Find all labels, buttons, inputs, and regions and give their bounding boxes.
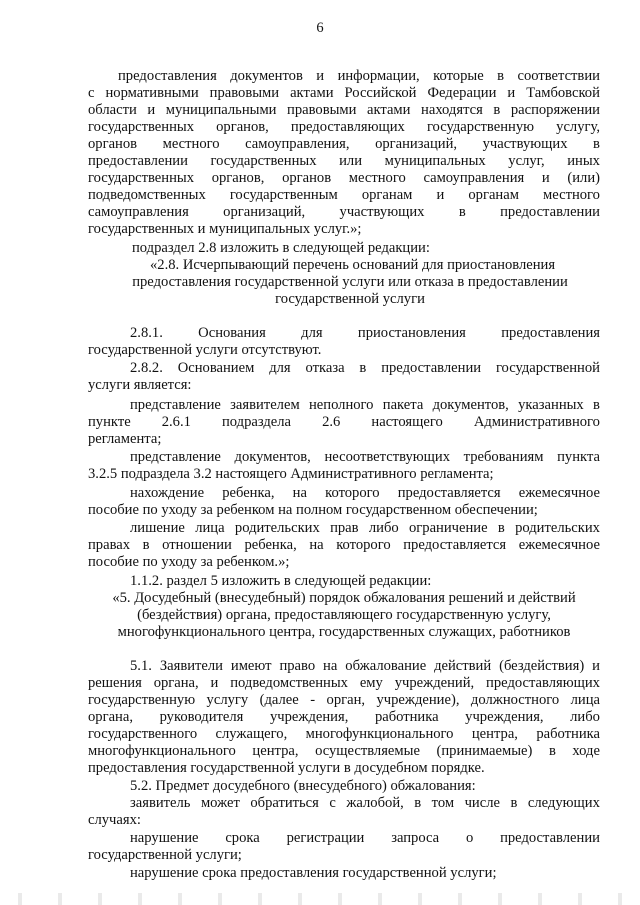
text-line: многофункционального центра, осуществляемые (принимаемые) в ходе bbox=[88, 743, 600, 759]
text-line: нахождение ребенка, на которого предоставляется ежемесячное bbox=[130, 485, 600, 501]
text-line: 2.8.1. Основания для приостановления предоставления bbox=[130, 325, 600, 341]
text-line: решения органа, и подведомственных ему учреждений, предоставляющих bbox=[88, 675, 600, 691]
text-line: государственных органов, предоставляющих государственную услугу, bbox=[88, 119, 600, 135]
text-line: государственную услугу (далее - орган, учреждение), должностного лица bbox=[88, 692, 600, 708]
text-line: государственной услуги bbox=[275, 291, 425, 307]
text-line: подведомственных государственным органам и органам местного bbox=[88, 187, 600, 203]
page-number: 6 bbox=[316, 20, 324, 36]
text-line: нарушение срока регистрации запроса о предоставлении bbox=[130, 830, 600, 846]
scan-edge-artifact bbox=[0, 893, 640, 905]
text-line: предоставления государственной услуги в досудебном порядке. bbox=[88, 760, 485, 776]
text-line: регламента; bbox=[88, 431, 162, 447]
text-line: государственных и муниципальных услуг.»; bbox=[88, 221, 362, 237]
text-line: лишение лица родительских прав либо ограничение в родительских bbox=[130, 520, 600, 536]
text-line: представление документов, несоответствующих требованиям пункта bbox=[130, 449, 600, 465]
text-line: представление заявителем неполного пакета документов, указанных в bbox=[130, 397, 600, 413]
text-line: случаях: bbox=[88, 812, 141, 828]
text-line: предоставления документов и информации, которые в соответствии bbox=[118, 68, 600, 84]
text-line: правах в отношении ребенка, на которого предоставляется ежемесячное bbox=[88, 537, 600, 553]
text-line: государственных органов, органов местного самоуправления и (или) bbox=[88, 170, 600, 186]
text-line: подраздел 2.8 изложить в следующей редакции: bbox=[132, 240, 430, 256]
text-line: 5.1. Заявители имеют право на обжалование действий (бездействия) и bbox=[130, 658, 600, 674]
text-line: предоставлении государственных или муниципальных услуг, иных bbox=[88, 153, 600, 169]
text-line: 3.2.5 подраздела 3.2 настоящего Административного регламента; bbox=[88, 466, 494, 482]
text-line: «2.8. Исчерпывающий перечень оснований для приостановления bbox=[150, 257, 556, 273]
text-line: 5.2. Предмет досудебного (внесудебного) обжалования: bbox=[130, 778, 476, 794]
text-line: государственной услуги отсутствуют. bbox=[88, 342, 322, 358]
text-line: государственного служащего, многофункционального центра, работника bbox=[88, 726, 600, 742]
text-line: многофункционального центра, государственных служащих, работников bbox=[117, 624, 571, 640]
text-line: органа, руководителя учреждения, работника учреждения, либо bbox=[88, 709, 600, 725]
text-line: (бездействия) органа, предоставляющего государственную услугу, bbox=[137, 607, 551, 623]
text-line: пособие по уходу за ребенком на полном государственном обеспечении; bbox=[88, 502, 538, 518]
text-line: пособие по уходу за ребенком.»; bbox=[88, 554, 290, 570]
text-line: самоуправления организаций, участвующих в предоставлении bbox=[88, 204, 600, 220]
text-line: услуги является: bbox=[88, 377, 192, 393]
text-line: с нормативными правовыми актами Российской Федерации и Тамбовской bbox=[88, 85, 600, 101]
text-line: пункте 2.6.1 подраздела 2.6 настоящего Административного bbox=[88, 414, 600, 430]
text-line: органов местного самоуправления, организаций, участвующих в bbox=[88, 136, 600, 152]
text-line: 1.1.2. раздел 5 изложить в следующей редакции: bbox=[130, 573, 432, 589]
text-line: 2.8.2. Основанием для отказа в предоставлении государственной bbox=[130, 360, 600, 376]
text-line: государственной услуги; bbox=[88, 847, 242, 863]
text-line: «5. Досудебный (внесудебный) порядок обжалования решений и действий bbox=[112, 590, 576, 606]
text-line: области и муниципальными правовыми актами находятся в распоряжении bbox=[88, 102, 600, 118]
text-line: нарушение срока предоставления государственной услуги; bbox=[130, 865, 497, 881]
text-line: заявитель может обратиться с жалобой, в том числе в следующих bbox=[130, 795, 600, 811]
text-line: предоставления государственной услуги или отказа в предоставлении bbox=[132, 274, 568, 290]
